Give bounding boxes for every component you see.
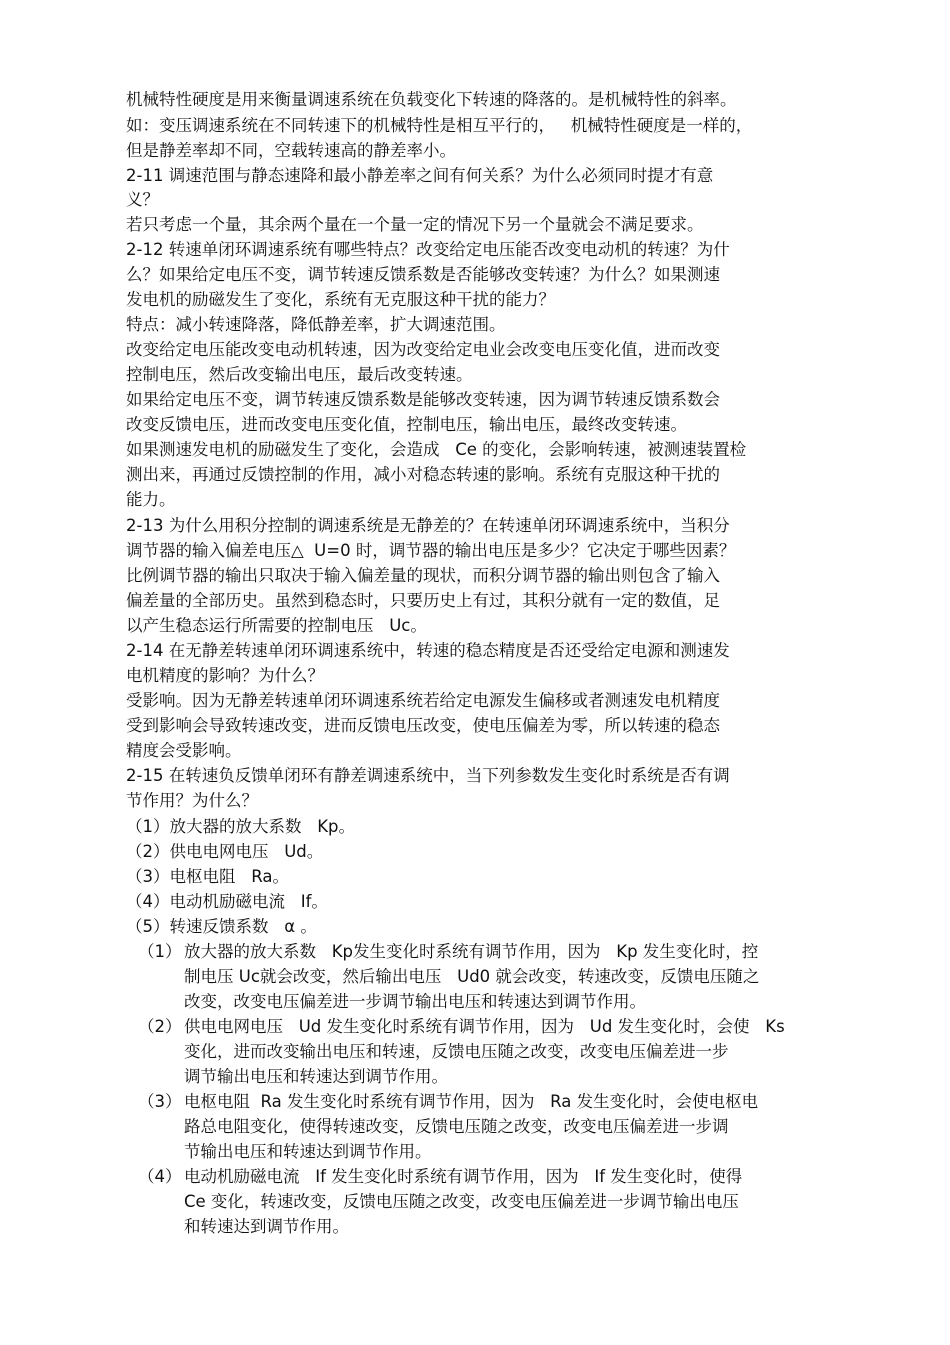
answer-line: 节输出电压和转速达到调节作用。 <box>184 1142 432 1161</box>
text-line: 特点：减小转速降落，降低静差率，扩大调速范围。 <box>126 315 506 334</box>
question-heading: 2-11 调速范围与静态速降和最小静差率之间有何关系？为什么必须同时提才有意 <box>126 166 714 185</box>
question-heading: 电机精度的影响？为什么？ <box>126 666 324 685</box>
question-heading: 节作用？为什么？ <box>126 791 258 810</box>
answer-line: 电动机励磁电流 If 发生变化时系统有调节作用，因为 If 发生变化时，使得 <box>184 1167 743 1186</box>
text-line: 受影响。因为无静差转速单闭环调速系统若给定电源发生偏移或者测速发电机精度 <box>126 691 720 710</box>
text-line: 比例调节器的输出只取决于输入偏差量的现状，而积分调节器的输出则包含了输入 <box>126 566 720 585</box>
answer-line: 电枢电阻 Ra 发生变化时系统有调节作用，因为 Ra 发生变化时，会使电枢电 <box>184 1092 759 1111</box>
answer-number: （4） <box>138 1167 182 1186</box>
text-line: 改变给定电压能改变电动机转速，因为改变给定电业会改变电压变化值，进而改变 <box>126 340 720 359</box>
question-heading: 2-15 在转速负反馈单闭环有静差调速系统中，当下列参数发生变化时系统是否有调 <box>126 766 730 785</box>
answer-line: 路总电阻变化，使得转速改变，反馈电压随之改变，改变电压偏差进一步调 <box>184 1117 729 1136</box>
text-line: 如果测速发电机的励磁发生了变化，会造成 Ce 的变化，会影响转速，被测速装置检 <box>126 440 747 459</box>
question-heading: 么？如果给定电压不变，调节转速反馈系数是否能够改变转速？为什么？如果测速 <box>126 265 720 284</box>
text-line: 偏差量的全部历史。虽然到稳态时，只要历史上有过，其积分就有一定的数值，足 <box>126 591 720 610</box>
param-item: （2）供电电网电压 Ud。 <box>126 842 324 861</box>
text-line: 能力。 <box>126 490 176 509</box>
question-heading: 义？ <box>126 190 159 209</box>
param-item: （4）电动机励磁电流 If。 <box>126 892 328 911</box>
question-heading: 2-12 转速单闭环调速系统有哪些特点？改变给定电压能否改变电动机的转速？为什 <box>126 240 730 259</box>
text-line: 测出来，再通过反馈控制的作用，减小对稳态转速的影响。系统有克服这种干扰的 <box>126 465 720 484</box>
answer-line: 改变，改变电压偏差进一步调节输出电压和转速达到调节作用。 <box>184 992 646 1011</box>
answer-line: 放大器的放大系数 Kp发生变化时系统有调节作用，因为 Kp 发生变化时，控 <box>184 942 759 961</box>
text-line: 以产生稳态运行所需要的控制电压 Uc。 <box>126 616 427 635</box>
text-line: 精度会受影响。 <box>126 741 242 760</box>
text-line: 控制电压，然后改变输出电压，最后改变转速。 <box>126 365 473 384</box>
text-line: 但是静差率却不同，空载转速高的静差率小。 <box>126 141 456 160</box>
question-heading: 2-13 为什么用积分控制的调速系统是无静差的？在转速单闭环调速系统中，当积分 <box>126 516 730 535</box>
answer-number: （1） <box>138 942 182 961</box>
question-heading: 发电机的励磁发生了变化，系统有无克服这种干扰的能力？ <box>126 290 555 309</box>
text-line: 机械特性硬度是用来衡量调速系统在负载变化下转速的降落的。是机械特性的斜率。 <box>126 90 737 109</box>
param-item: （1）放大器的放大系数 Kp。 <box>126 817 356 836</box>
question-heading: 2-14 在无静差转速单闭环调速系统中，转速的稳态精度是否还受给定电源和测速发 <box>126 641 730 660</box>
text-line: 若只考虑一个量，其余两个量在一个量一定的情况下另一个量就会不满足要求。 <box>126 215 704 234</box>
text-line: 如果给定电压不变，调节转速反馈系数是能够改变转速，因为调节转速反馈系数会 <box>126 390 720 409</box>
text-line: 如：变压调速系统在不同转速下的机械特性是相互平行的， 机械特性硬度是一样的， <box>126 116 753 135</box>
param-item: （3）电枢电阻 Ra。 <box>126 867 289 886</box>
answer-line: Ce 变化，转速改变，反馈电压随之改变，改变电压偏差进一步调节输出电压 <box>184 1192 739 1211</box>
param-item: （5）转速反馈系数 α 。 <box>126 917 317 936</box>
answer-line: 供电电网电压 Ud 发生变化时系统有调节作用，因为 Ud 发生变化时，会使 Ks <box>184 1017 785 1036</box>
text-line: 受到影响会导致转速改变，进而反馈电压改变，使电压偏差为零，所以转速的稳态 <box>126 716 720 735</box>
answer-number: （3） <box>138 1092 182 1111</box>
answer-line: 变化，进而改变输出电压和转速，反馈电压随之改变，改变电压偏差进一步 <box>184 1042 729 1061</box>
text-line: 改变反馈电压，进而改变电压变化值，控制电压，输出电压，最终改变转速。 <box>126 415 687 434</box>
answer-line: 制电压 Uc就会改变，然后输出电压 Ud0 就会改变，转速改变，反馈电压随之 <box>184 967 760 986</box>
answer-number: （2） <box>138 1017 182 1036</box>
answer-line: 和转速达到调节作用。 <box>184 1217 349 1236</box>
answer-line: 调节输出电压和转速达到调节作用。 <box>184 1067 448 1086</box>
question-heading: 调节器的输入偏差电压△ U=0 时，调节器的输出电压是多少？它决定于哪些因素？ <box>126 541 736 560</box>
